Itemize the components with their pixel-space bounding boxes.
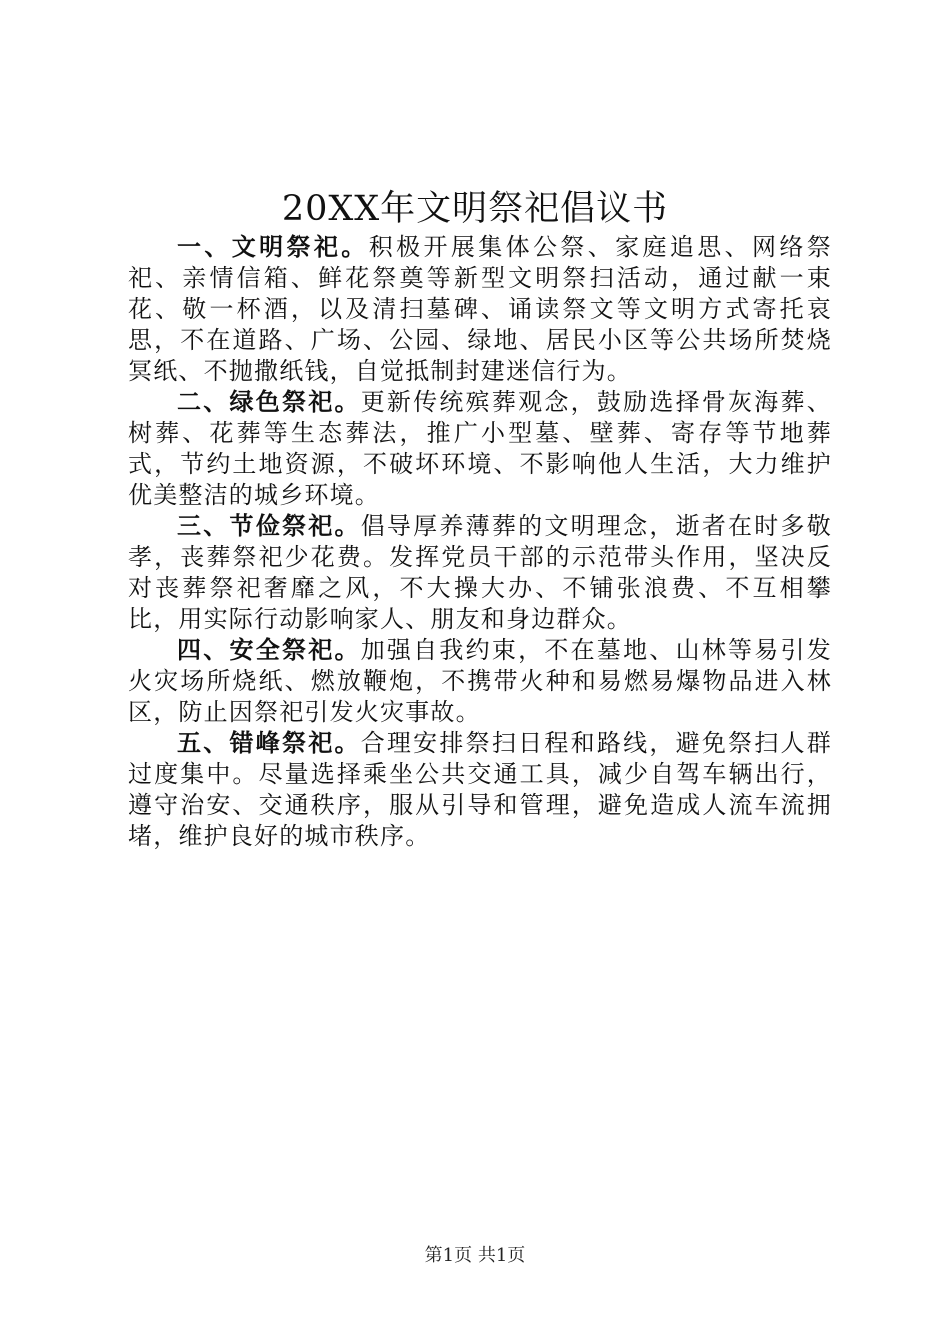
paragraph-text: 倡导厚养薄葬的文明理念，逝者在时多敬孝，丧葬祭祀少花费。发挥党员干部的示范带头作用，坚决反对丧葬祭祀奢靡之风，不大操大办、不铺张浪费、不互相攀比，用实际行动影响家人、朋友和身边群众。 — [128, 512, 832, 633]
paragraph-heading: 一、文明祭祀。 — [177, 233, 369, 261]
paragraph-4 — [128, 635, 832, 728]
paragraph-heading: 五、错峰祭祀。 — [177, 729, 361, 757]
paragraph-heading: 四、安全祭祀。 — [177, 636, 361, 664]
paragraph-text: 积极开展集体公祭、家庭追思、网络祭祀、亲情信箱、鲜花祭奠等新型文明祭扫活动，通过献一束花、敬一杯酒，以及清扫墓碑、诵读祭文等文明方式寄托哀思，不在道路、广场、公园、绿地、居民小区等公共场所焚烧冥纸、不抛撒纸钱，自觉抵制封建迷信行为。 — [128, 233, 832, 385]
paragraph-5 — [128, 728, 832, 852]
paragraph-text: 更新传统殡葬观念，鼓励选择骨灰海葬、树葬、花葬等生态葬法，推广小型墓、壁葬、寄存等节地葬式，节约土地资源，不破坏环境、不影响他人生活，大力维护优美整洁的城乡环境。 — [128, 388, 832, 509]
paragraph-1 — [128, 232, 832, 387]
paragraph-heading: 三、节俭祭祀。 — [177, 512, 361, 540]
paragraph-2 — [128, 387, 832, 511]
paragraph-text: 加强自我约束，不在墓地、山林等易引发火灾场所烧纸、燃放鞭炮，不携带火种和易燃易爆物品进入林区，防止因祭祀引发火灾事故。 — [128, 636, 832, 726]
page-title: 20XX年文明祭祀倡议书 — [281, 189, 669, 229]
paragraph-3 — [128, 511, 832, 635]
page-footer: 第1页 共1页 — [424, 1245, 526, 1266]
document-body — [128, 232, 832, 852]
paragraph-heading: 二、绿色祭祀。 — [177, 388, 361, 416]
paragraph-text: 合理安排祭扫日程和路线，避免祭扫人群过度集中。尽量选择乘坐公共交通工具，减少自驾车辆出行，遵守治安、交通秩序，服从引导和管理，避免造成人流车流拥堵，维护良好的城市秩序。 — [128, 729, 832, 850]
